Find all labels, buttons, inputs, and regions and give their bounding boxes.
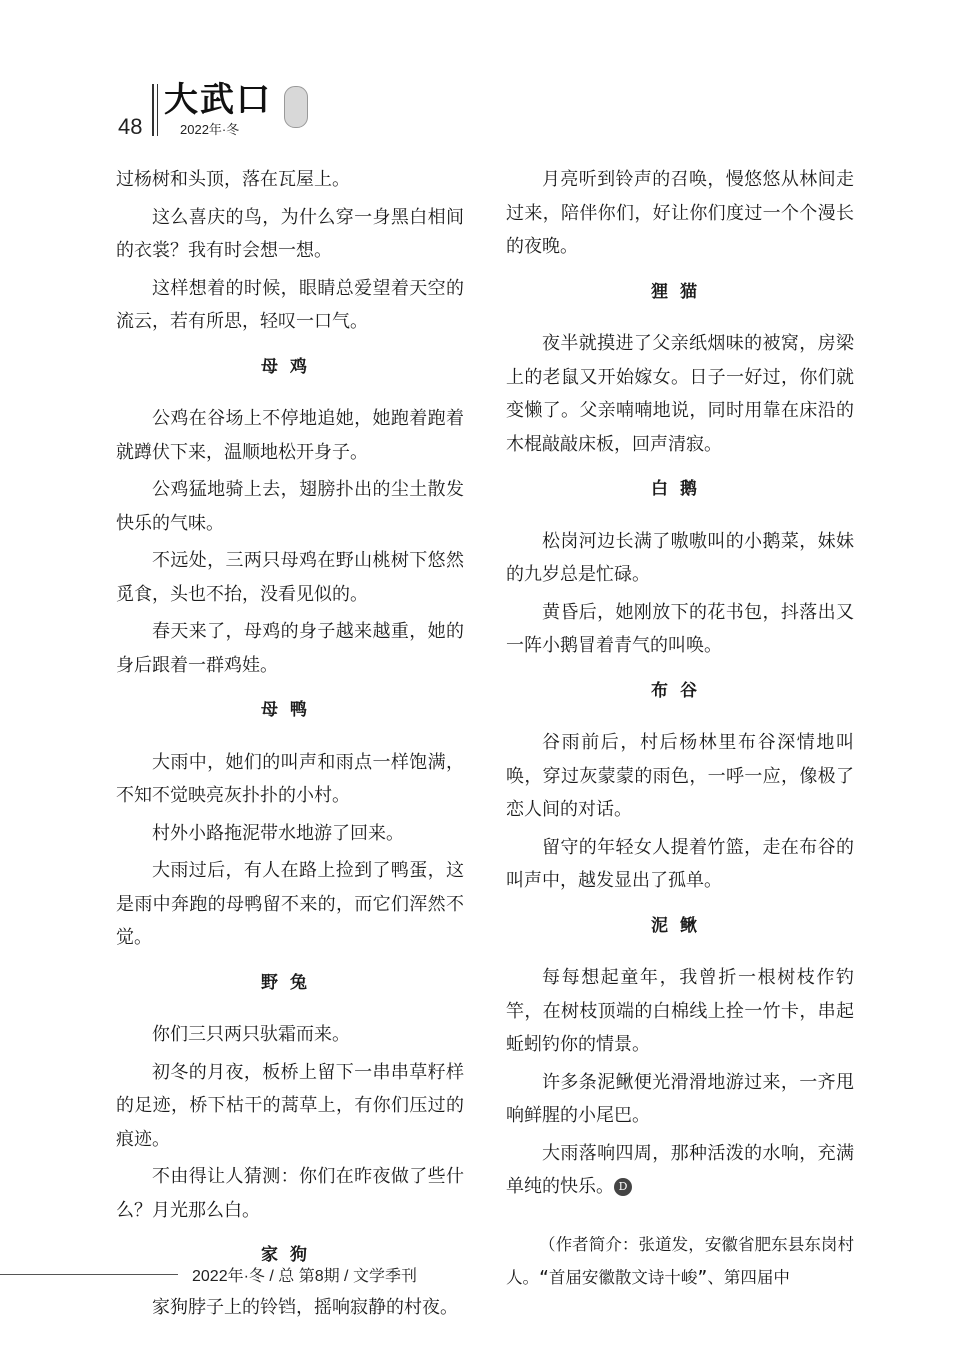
paragraph-text: 每每想起童年，我曾折一根树枝作钓竿，在树枝顶端的白棉线上拴一竹卡，串起蚯蚓钓你的情景。 (506, 967, 854, 1055)
paragraph-text: 家狗脖子上的铃铛，摇响寂静的村夜。 (152, 1296, 458, 1318)
footer-rule (0, 1274, 178, 1275)
paragraph (116, 817, 464, 851)
paragraph (506, 1066, 854, 1133)
issue-label: 2022年·冬 (180, 122, 240, 137)
footer-text: 2022年·冬 / 总 第8期 / 文学季刊 (192, 1268, 417, 1285)
paragraph-text: 狸猫 (651, 281, 709, 302)
paragraph-text: 留守的年轻女人提着竹篮，走在布谷的叫声中，越发显出了孤单。 (506, 836, 854, 891)
paragraph-text: 野兔 (261, 972, 319, 993)
section-title (116, 967, 464, 1001)
page-header (118, 78, 378, 140)
paragraph (116, 1160, 464, 1227)
paragraph (116, 1056, 464, 1157)
paragraph-text: 公鸡在谷场上不停地追她，她跑着跑着就蹲伏下来，温顺地松开身子。 (116, 408, 464, 463)
paragraph-text: （作者简介：张道发，安徽省肥东县东岗村人。“首届安徽散文诗十峻”、第四届中 (506, 1234, 854, 1287)
paragraph-text: 这样想着的时候，眼睛总爱望着天空的流云，若有所思，轻叹一口气。 (116, 277, 464, 332)
right-column (506, 163, 854, 1298)
paragraph (116, 402, 464, 469)
paragraph-text: 家狗 (261, 1245, 319, 1265)
paragraph-text: 母鸡 (261, 356, 319, 377)
header-divider (152, 84, 154, 136)
paragraph (506, 327, 854, 461)
paragraph-text: 许多条泥鳅便光滑滑地游过来，一齐甩响鲜腥的小尾巴。 (506, 1071, 854, 1126)
paragraph-text: 大雨中，她们的叫声和雨点一样饱满，不知不觉映亮灰扑扑的小村。 (116, 751, 464, 806)
paragraph (116, 1291, 464, 1325)
section-title (506, 473, 854, 507)
seal-icon (284, 86, 308, 128)
paragraph-text: 大雨过后，有人在路上捡到了鸭蛋，这是雨中奔跑的母鸭留不来的，而它们浑然不觉。 (116, 860, 464, 948)
paragraph-text: 谷雨前后，村后杨林里布谷深情地叫唤，穿过灰蒙蒙的雨色，一呼一应，像极了恋人间的对话。 (506, 732, 854, 820)
paragraph (116, 615, 464, 682)
section-title (116, 351, 464, 385)
paragraph (116, 473, 464, 540)
section-title (506, 276, 854, 310)
paragraph (116, 854, 464, 955)
header-divider-thin (157, 84, 158, 136)
left-column (116, 163, 464, 1328)
paragraph-text: 泥鳅 (651, 915, 709, 936)
section-title (506, 910, 854, 944)
paragraph (116, 163, 464, 197)
paragraph-text: 初冬的月夜，板桥上留下一串串草籽样的足迹，桥下枯干的蒿草上，有你们压过的痕迹。 (116, 1061, 464, 1150)
paragraph (506, 163, 854, 264)
paragraph (506, 831, 854, 898)
paragraph-text: 不由得让人猜测：你们在昨夜做了些什么？月光那么白。 (116, 1166, 464, 1221)
paragraph-text: 这么喜庆的鸟，为什么穿一身黑白相间的衣裳？我有时会想一想。 (116, 206, 464, 261)
page-number: 48 (118, 114, 143, 139)
paragraph-text: 村外小路拖泥带水地游了回来。 (152, 822, 404, 844)
paragraph-text: 不远处，三两只母鸡在野山桃树下悠然觅食，头也不抬，没看见似的。 (116, 550, 464, 605)
paragraph-text: 松岗河边长满了嗷嗷叫的小鹅菜，妹妹的九岁总是忙碌。 (506, 530, 854, 585)
paragraph-text: 母鸭 (261, 700, 319, 720)
paragraph-text: 月亮听到铃声的召唤，慢悠悠从林间走过来，陪伴你们，好让你们度过一个个漫长的夜晚。 (506, 169, 854, 257)
paragraph (116, 746, 464, 813)
paragraph (506, 525, 854, 592)
magazine-logo: 大武口 (164, 80, 272, 120)
paragraph-text: 夜半就摸进了父亲纸烟味的被窝，房梁上的老鼠又开始嫁女。日子一好过，你们就变懒了。父亲喃喃地说，同时用靠在床沿的木棍敲敲床板，回声清寂。 (506, 333, 854, 455)
paragraph (116, 201, 464, 268)
paragraph-text: 布谷 (651, 680, 709, 701)
paragraph-text: 过杨树和头顶，落在瓦屋上。 (116, 169, 350, 190)
paragraph-text: 黄昏后，她刚放下的花书包，抖落出又一阵小鹅冒着青气的叫唤。 (506, 601, 854, 656)
paragraph (506, 1137, 854, 1204)
paragraph-text: 大雨落响四周，那种活泼的水响，充满单纯的快乐。 (506, 1142, 854, 1197)
paragraph-text: 你们三只两只驮霜而来。 (152, 1024, 350, 1045)
paragraph (506, 961, 854, 1062)
section-title (506, 675, 854, 709)
paragraph (116, 544, 464, 611)
paragraph-text: 春天来了，母鸡的身子越来越重，她的身后跟着一群鸡娃。 (116, 621, 464, 676)
end-mark-icon: D (614, 1178, 632, 1196)
paragraph (116, 272, 464, 339)
paragraph (116, 1018, 464, 1052)
author-bio (506, 1228, 854, 1294)
paragraph (506, 726, 854, 827)
paragraph-text: 白鹅 (651, 479, 709, 499)
paragraph-text: 公鸡猛地骑上去，翅膀扑出的尘土散发快乐的气味。 (116, 479, 464, 534)
paragraph (506, 596, 854, 663)
section-title (116, 694, 464, 728)
